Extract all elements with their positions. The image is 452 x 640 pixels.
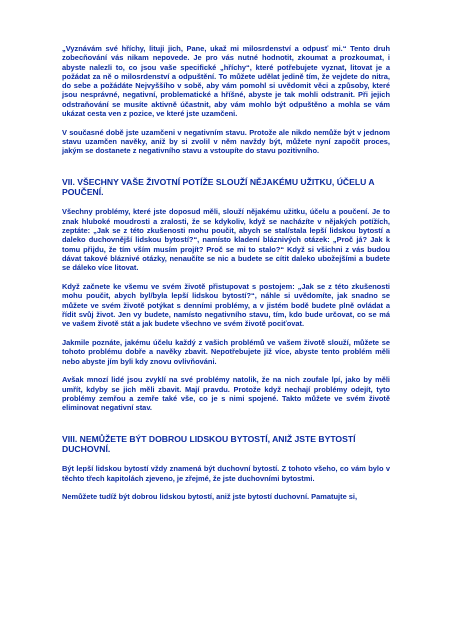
paragraph: Nemůžete tudíž být dobrou lidskou bytostí, aniž jste bytostí duchovní. Pamatujte si, — [62, 492, 358, 502]
paragraph: Když začnete ke všemu ve svém životě přistupovat s postojem: „Jak se z této zkušenosti mohu poučit, abych byl/byla lepší lidskou bytostí?“, náhle si uvědomíte, jak snadno se můžete ve svém životě potýkat s denními problémy, a v jistém bodě budete plně ovládat a řídit svůj život. Jen vy budete, namísto negativního stavu, tím, kdo bude určovat, co se má ve vašem životě stát a jak budete všechno ve svém životě pociťovat. — [62, 282, 390, 329]
paragraph: „Vyznávám své hříchy, lituji jich, Pane, ukaž mi milosrdenství a odpusť mi.“ Tento druh zobecňování vás nikam nepovede. Je pro vás nutné hodnotit, zkoumat a prozkoumat, i abyste nalezli to, co jsou vaše specifické „hříchy“, které potřebujete vyznat, litovat je a požádat za ně o milosrdenství a odpuštění. To můžete udělat jedině tím, že vejdete do nitra, do sebe a požádáte Nejvyššího v sobě, aby vám pomohl si uvědomit věci a způsoby, které jsou nesprávné, negativní, problematické a hříšné, abyste je tak mohli odstranit. Při jejich odstraňování se musíte aktivně účastnit, aby vám mohlo být odpuštěno a mohla se vám ukázat cesta ven z pozice, ve které jste uzamčeni. — [62, 44, 390, 119]
paragraph: Avšak mnozí lidé jsou zvyklí na své problémy natolik, že na nich zoufale lpí, jako by měli umřít, kdyby se jich měli zbavit. Mají pravdu. Protože když nechají problémy odejít, tyto problémy zemřou a zemře také vše, co je s nimi spojené. Takto můžete ve svém životě eliminovat negativní stav. — [62, 375, 390, 413]
paragraph: Všechny problémy, které jste doposud měli, slouží nějakému užitku, účelu a poučení. Je to znak hluboké moudrosti a zralosti, že se kdykoliv, když se nacházíte v nějakých potížích, zeptáte: „Jak se z této zkušenosti mohu poučit, abych se stal/stala lepší lidskou bytostí a daleko duchovnější lidskou bytostí?“, namísto kladení bláznivých otázek: „Proč já? Jak k tomu přijdu, že tím vším musím projít? Proč se mi to stalo?“ Když si všichni z vás budou dávat takové bláznivé otázky, nenaučíte se nic a budete se cítit daleko ubožejšími a budete se dáleko více litovat. — [62, 207, 390, 273]
paragraph: Jakmile poznáte, jakému účelu každý z vašich problémů ve vašem životě slouží, můžete se tohoto problému dobře a navěky zbavit. Nepotřebujete již více, abyste tento problém měli nebo abyste jím byli kdy znovu ovlivňováni. — [62, 338, 390, 366]
paragraph: V současné době jste uzamčeni v negativním stavu. Protože ale nikdo nemůže být v jednom stavu uzamčen navěky, aniž by si zvolil v něm navždy být, můžete nyní započít proces, jakým se dostanete z negativního stavu a vstoupíte do stavu pozitivního. — [62, 127, 390, 156]
paragraph: Být lepší lidskou bytostí vždy znamená být duchovní bytostí. Z tohoto všeho, co vám bylo v těchto třech kapitolách zjeveno, je zřejmé, že jste duchovními bytostmi. — [62, 464, 390, 483]
section-heading: VIII. NEMŮŽETE BÝT DOBROU LIDSKOU BYTOSTÍ, ANIŽ JSTE BYTOSTÍ DUCHOVNÍ. — [62, 433, 356, 455]
section-heading: VII. VŠECHNY VAŠE ŽIVOTNÍ POTÍŽE SLOUŽÍ NĚJAKÉMU UŽITKU, ÚČELU A POUČENÍ. — [62, 176, 375, 198]
